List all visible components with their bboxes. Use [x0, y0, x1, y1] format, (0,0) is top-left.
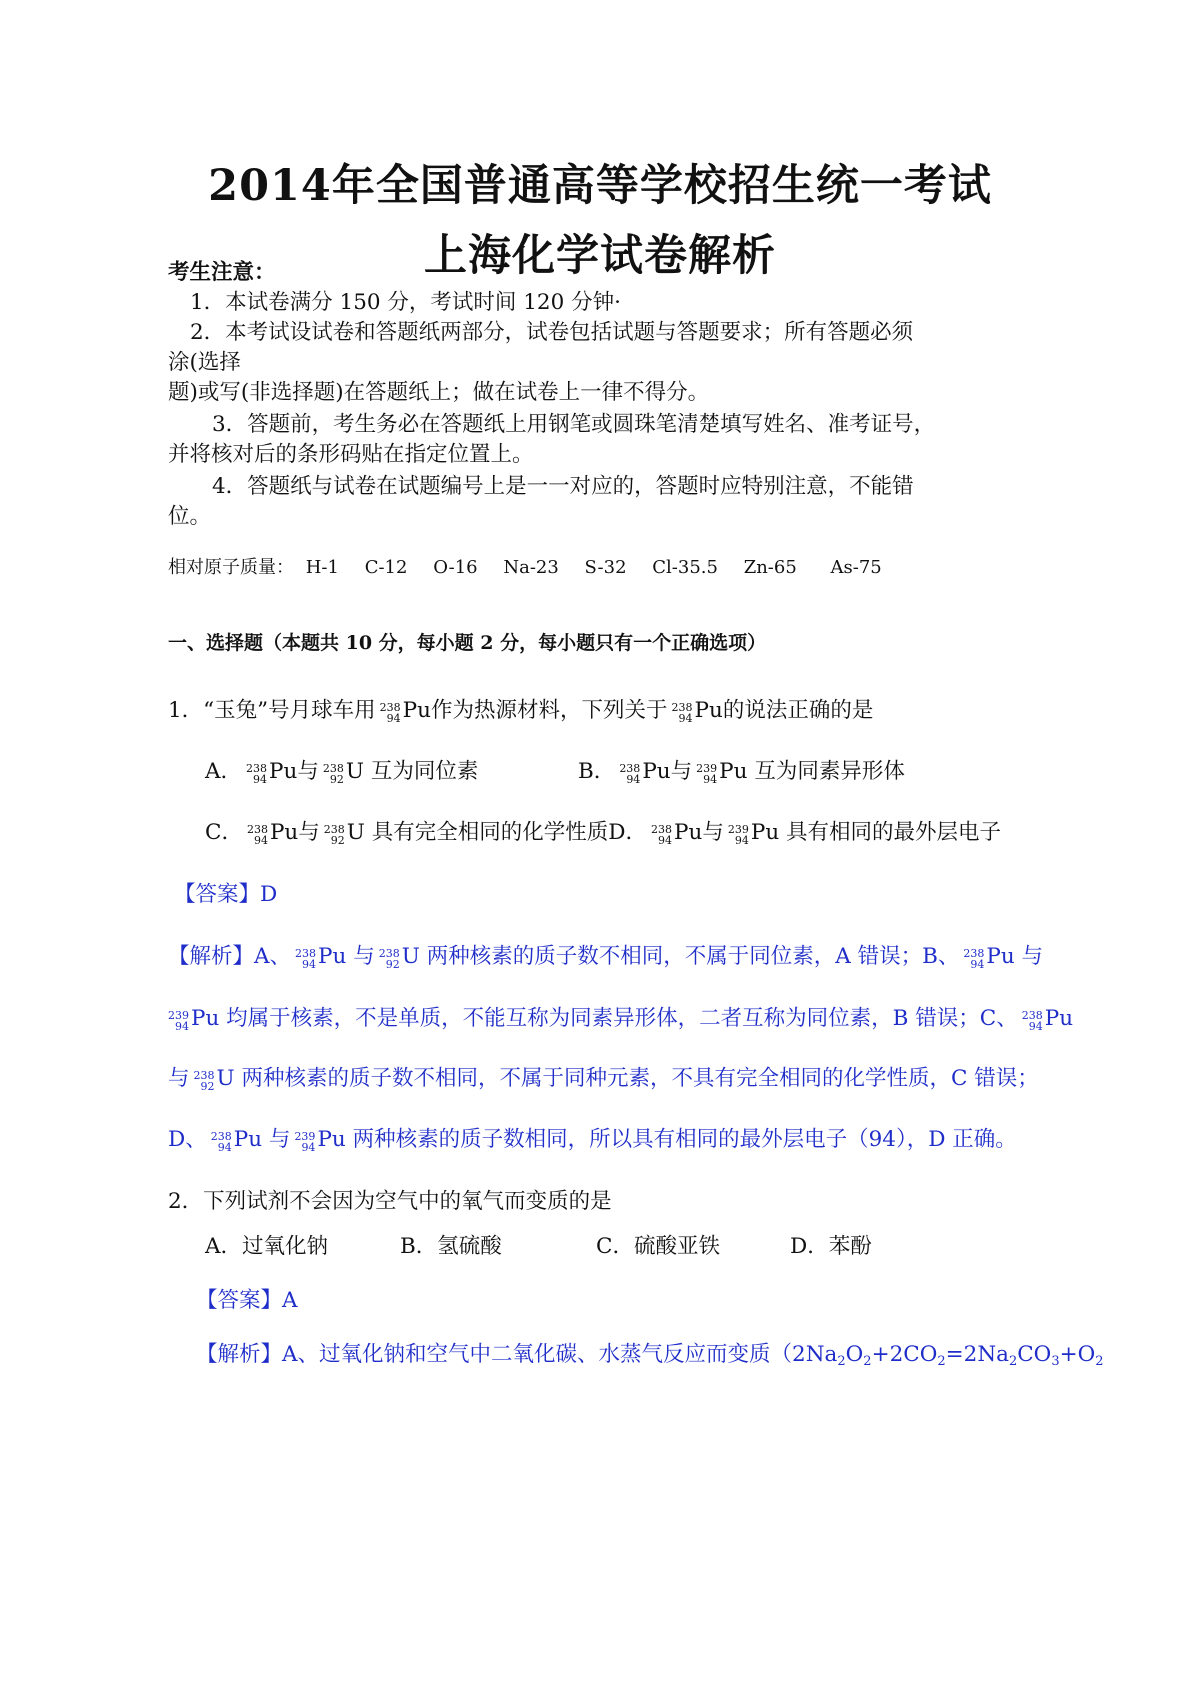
answer-tag: 【答案】: [174, 882, 261, 907]
answer-value: A: [282, 1288, 298, 1313]
atomic-mass-line: [168, 553, 902, 583]
notice-item-2a: 2．本考试设试卷和答题纸两部分，试卷包括试题与答题要求；所有答题必须: [190, 320, 914, 345]
q1-option-c: C． 238 94 Pu与 238 92 U 具有完全相同的化学性质D． 238 94 Pu与 239 94 Pu 具有相同的最外层电子: [205, 820, 1002, 847]
analysis-tag: 【解析】: [168, 944, 255, 969]
atomic-mass-zn: Zn-65: [743, 557, 797, 578]
q1-stem-text-a: 1．“玉兔”号月球车用: [168, 698, 376, 723]
q2-answer: [196, 1286, 298, 1316]
q1-option-b: B． 238 94 Pu与 239 94 Pu 互为同素异形体: [578, 759, 905, 786]
q2-option-b: B．氢硫酸: [400, 1234, 502, 1259]
notice-item-4b: 位。: [168, 504, 212, 529]
q2-option-c: C．硫酸亚铁: [596, 1234, 720, 1259]
section1-heading: 一、选择题（本题共 10 分，每小题 2 分，每小题只有一个正确选项）: [168, 632, 767, 654]
reaction-equation: $2Na_2O_2+2CO_2=2Na_2CO_3+O_2$: [792, 1342, 1104, 1369]
q2-option-d: D．苯酚: [790, 1234, 872, 1259]
isotope-pu238: 238 94 Pu: [671, 698, 723, 725]
answer-value: D: [260, 882, 278, 907]
q1-analysis-line1: 【解析】A、 238 94 Pu 与 238 92 U 两种核素的质子数不相同，不属于同位素，A 错误；B、 238 94 Pu 与: [168, 944, 1044, 971]
q2-analysis-line1: 【解析】A、过氧化钠和空气中二氧化碳、水蒸气反应而变质（$2Na_2O_2+2CO_2=2Na_2CO_3+O_2$: [196, 1342, 1104, 1369]
notice-item-3b: 并将核对后的条形码贴在指定位置上。: [168, 442, 534, 467]
analysis-tag: 【解析】: [196, 1342, 283, 1367]
q1-answer: [174, 880, 277, 910]
notice-item-4a: 4．答题纸与试卷在试题编号上是一一对应的，答题时应特别注意，不能错: [212, 474, 914, 499]
atomic-mass-c: C-12: [364, 557, 408, 578]
q1-option-a: A． 238 94 Pu与 238 92 U 互为同位素: [205, 759, 479, 786]
q2-option-a: A．过氧化钠: [205, 1234, 329, 1259]
notice-item-3a: 3．答题前，考生务必在答题纸上用钢笔或圆珠笔清楚填写姓名、准考证号，: [212, 412, 936, 437]
q1-analysis-line2: 239 94 Pu 均属于核素，不是单质，不能互称为同素异形体，二者互称为同位素，B 错误；C、 238 94 Pu: [168, 1006, 1074, 1033]
atomic-mass-na: Na-23: [503, 557, 559, 578]
notice-item-1: 1．本试卷满分 150 分，考试时间 120 分钟·: [190, 290, 621, 315]
notice-item-2c: 题)或写(非选择题)在答题纸上；做在试卷上一律不得分。: [168, 380, 710, 405]
page-title-line2: 上海化学试卷解析: [424, 231, 776, 281]
atomic-mass-cl: Cl-35.5: [652, 557, 718, 578]
q1-stem-text-b: 作为热源材料，下列关于: [431, 698, 668, 723]
q1-stem: [168, 696, 873, 726]
notice-heading: 考生注意：: [168, 260, 276, 285]
atomic-mass-as: As-75: [830, 557, 882, 578]
atomic-mass-s: S-32: [584, 557, 627, 578]
q1-analysis-line3: 与 238 92 U 两种核素的质子数不相同，不属于同种元素，不具有完全相同的化学性质，C 错误；: [168, 1066, 1039, 1093]
atomic-mass-o: O-16: [433, 557, 478, 578]
q2-stem: 2．下列试剂不会因为空气中的氧气而变质的是: [168, 1189, 612, 1214]
isotope-pu238: 238 94 Pu: [379, 698, 431, 725]
atomic-mass-h: H-1: [305, 557, 339, 578]
page-title-line1: 2014年全国普通高等学校招生统一考试: [208, 161, 992, 211]
q1-analysis-line4: D、 238 94 Pu 与 239 94 Pu 两种核素的质子数相同，所以具有相同的最外层电子（94），D 正确。: [168, 1127, 1017, 1154]
q1-stem-text-c: 的说法正确的是: [722, 698, 874, 723]
answer-tag: 【答案】: [196, 1288, 283, 1313]
notice-item-2b: 涂(选择: [168, 350, 241, 375]
atomic-mass-label: 相对原子质量：: [168, 557, 294, 578]
